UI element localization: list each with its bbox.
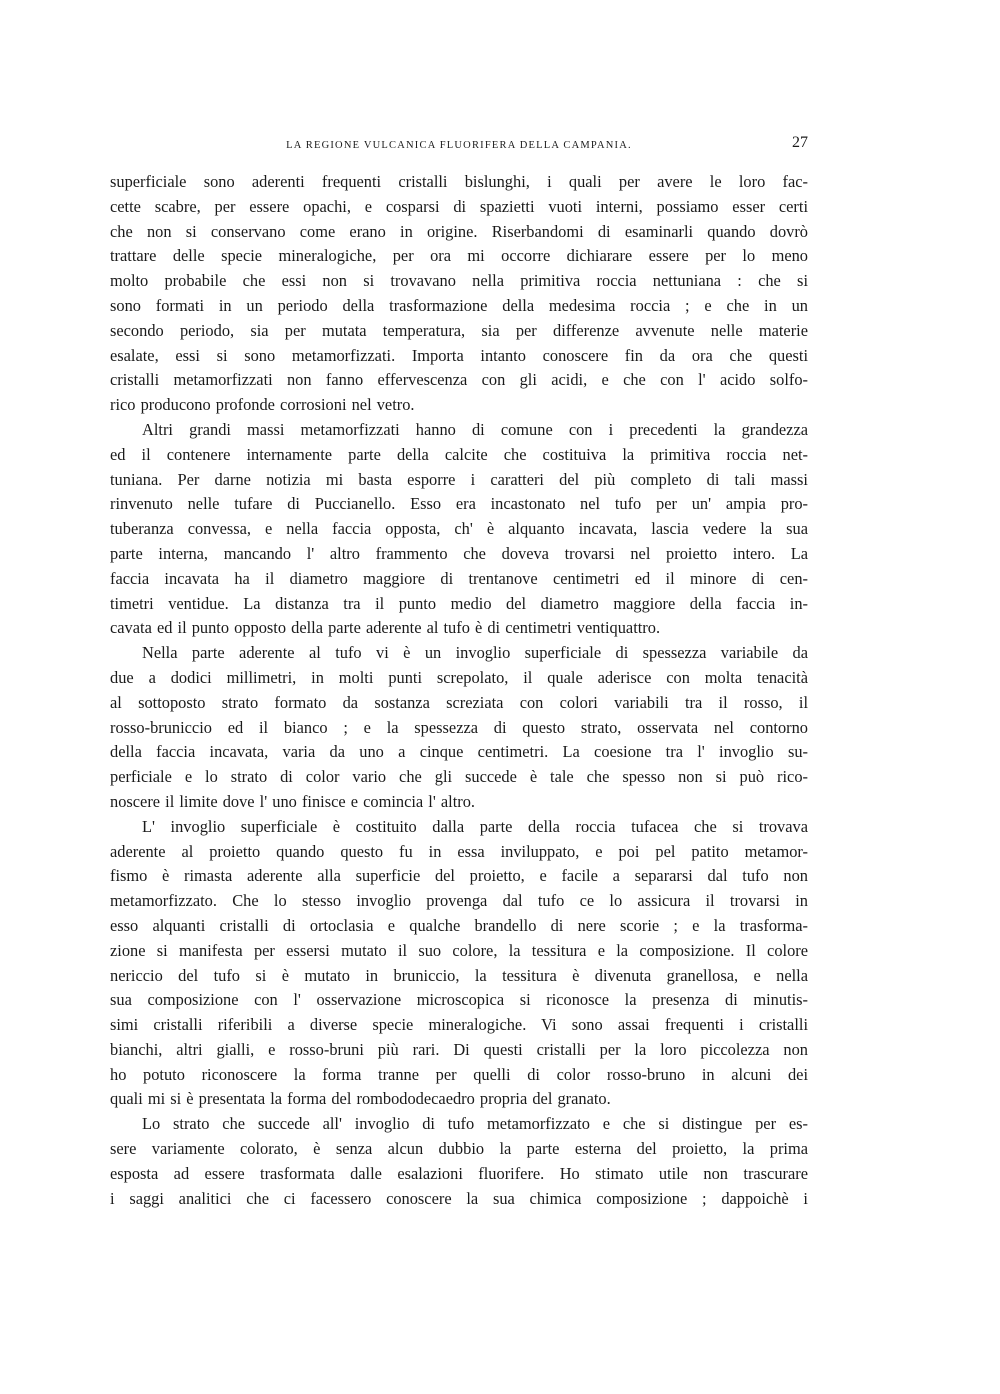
text-line: noscere il limite dove l' uno finisce e comincia l' altro. [110, 791, 476, 811]
text-line: cristalli metamorfizzati non fanno effervescenza con gli acidi, e che con l' acido solfo- [110, 370, 808, 390]
text-line: Lo strato che succede all' invoglio di tufo metamorfizzato e che si distingue per es- [142, 1114, 808, 1134]
text-line: sere variamente colorato, è senza alcun dubbio la parte esterna del proietto, la prima [110, 1139, 808, 1159]
text-line: ho potuto riconoscere la forma tranne per quelli di color rosso-bruno in alcuni dei [110, 1064, 808, 1084]
paragraph [110, 641, 808, 815]
text-line: parte interna, mancando l' altro frammento che doveva trovarsi nel proietto intero. La [110, 543, 808, 563]
text-line: rico producono profonde corrosioni nel vetro. [110, 395, 415, 415]
text-line: sono formati in un periodo della trasformazione della medesima roccia ; e che in un [110, 295, 808, 315]
text-line: metamorfizzato. Che lo stesso invoglio provenga dal tufo ce lo assicura il trovarsi in [110, 891, 808, 911]
text-line: ed il contenere internamente parte della calcite che costituiva la primitiva roccia net- [110, 444, 808, 464]
page-header [110, 132, 808, 162]
text-line: nericcio del tufo si è mutato in bruniccio, la tessitura è divenuta granellosa, e nella [110, 965, 808, 985]
text-line: che non si conservano come erano in origine. Riserbandomi di esaminarli quando dovrò [110, 221, 808, 241]
paragraph [110, 418, 808, 641]
text-line: esso alquanti cristalli di ortoclasia e qualche brandello di nere scorie ; e la trasforma- [110, 915, 808, 935]
text-line: timetri ventidue. La distanza tra il punto medio del diametro maggiore della faccia in- [110, 593, 808, 613]
text-line: fismo è rimasta aderente alla superficie del proietto, e facile a separarsi dal tufo non [110, 866, 808, 886]
text-line: faccia incavata ha il diametro maggiore di trentanove centimetri ed il minore di cen- [110, 568, 808, 588]
page-number: 27 [792, 134, 808, 151]
text-line: tuberanza convessa, e nella faccia opposta, ch' è alquanto incavata, lascia vedere la sua [110, 519, 808, 539]
running-title: LA REGIONE VULCANICA FLUORIFERA DELLA CAMPANIA. [286, 140, 632, 151]
text-line: i saggi analitici che ci facessero conoscere la sua chimica composizione ; dappoichè i [110, 1188, 808, 1208]
text-line: zione si manifesta per essersi mutato il suo colore, la tessitura e la composizione. Il colore [110, 940, 808, 960]
text-line: trattare delle specie mineralogiche, per ora mi occorre dichiarare essere per lo meno [110, 246, 808, 266]
text-line: al sottoposto strato formato da sostanza screziata con colori variabili tra il rosso, il [110, 692, 808, 712]
paragraph [110, 815, 808, 1113]
text-line: rosso-bruniccio ed il bianco ; e la spessezza di questo strato, osservata nel contorno [110, 717, 808, 737]
text-line: molto probabile che essi non si trovavano nella primitiva roccia nettuniana : che si [110, 271, 808, 291]
text-line: quali mi si è presentata la forma del rombododecaedro propria del granato. [110, 1089, 611, 1109]
text-line: Nella parte aderente al tufo vi è un invoglio superficiale di spessezza variabile da [142, 643, 808, 663]
text-line: aderente al proietto quando questo fu in essa inviluppato, e poi pel patito metamor- [110, 841, 808, 861]
text-line: Altri grandi massi metamorfizzati hanno di comune con i precedenti la grandezza [142, 419, 808, 439]
text-line: esalate, essi si sono metamorfizzati. Importa intanto conoscere fin da ora che questi [110, 345, 808, 365]
text-line: perficiale e lo strato di color vario che gli succede è tale che spesso non si può rico- [110, 767, 808, 787]
text-line: L' invoglio superficiale è costituito dalla parte della roccia tufacea che si trovava [142, 816, 808, 836]
text-line: rinvenuto nelle tufare di Puccianello. Esso era incastonato nel tufo per un' ampia pro- [110, 494, 808, 514]
text-line: cavata ed il punto opposto della parte aderente al tufo è di centimetri ventiquattro. [110, 618, 661, 638]
paragraph [110, 170, 808, 418]
text-line: cette scabre, per essere opachi, e cosparsi di spazietti vuoti interni, possiamo esser certi [110, 196, 808, 216]
text-line: secondo periodo, sia per mutata temperatura, sia per differenze avvenute nelle materie [110, 320, 808, 340]
text-line: tuniana. Per darne notizia mi basta esporre i caratteri del più completo di tali massi [110, 469, 808, 489]
text-line: superficiale sono aderenti frequenti cristalli bislunghi, i quali per avere le loro fac- [110, 172, 808, 191]
text-line: simi cristalli riferibili a diverse specie mineralogiche. Vi sono assai frequenti i cristalli [110, 1015, 808, 1035]
text-line: esposta ad essere trasformata dalle esalazioni fluorifere. Ho stimato utile non trascurare [110, 1163, 808, 1183]
body-text [110, 170, 808, 1211]
text-line: bianchi, altri gialli, e rosso-bruni più rari. Di questi cristalli per la loro piccolezza non [110, 1039, 808, 1059]
paragraph [110, 1112, 808, 1211]
text-line: due a dodici millimetri, in molti punti screpolato, il quale aderisce con molta tenacità [110, 667, 808, 687]
text-line: della faccia incavata, varia da uno a cinque centimetri. La coesione tra l' invoglio su- [110, 742, 808, 762]
text-line: sua composizione con l' osservazione microscopica si riconosce la presenza di minutis- [110, 990, 808, 1010]
